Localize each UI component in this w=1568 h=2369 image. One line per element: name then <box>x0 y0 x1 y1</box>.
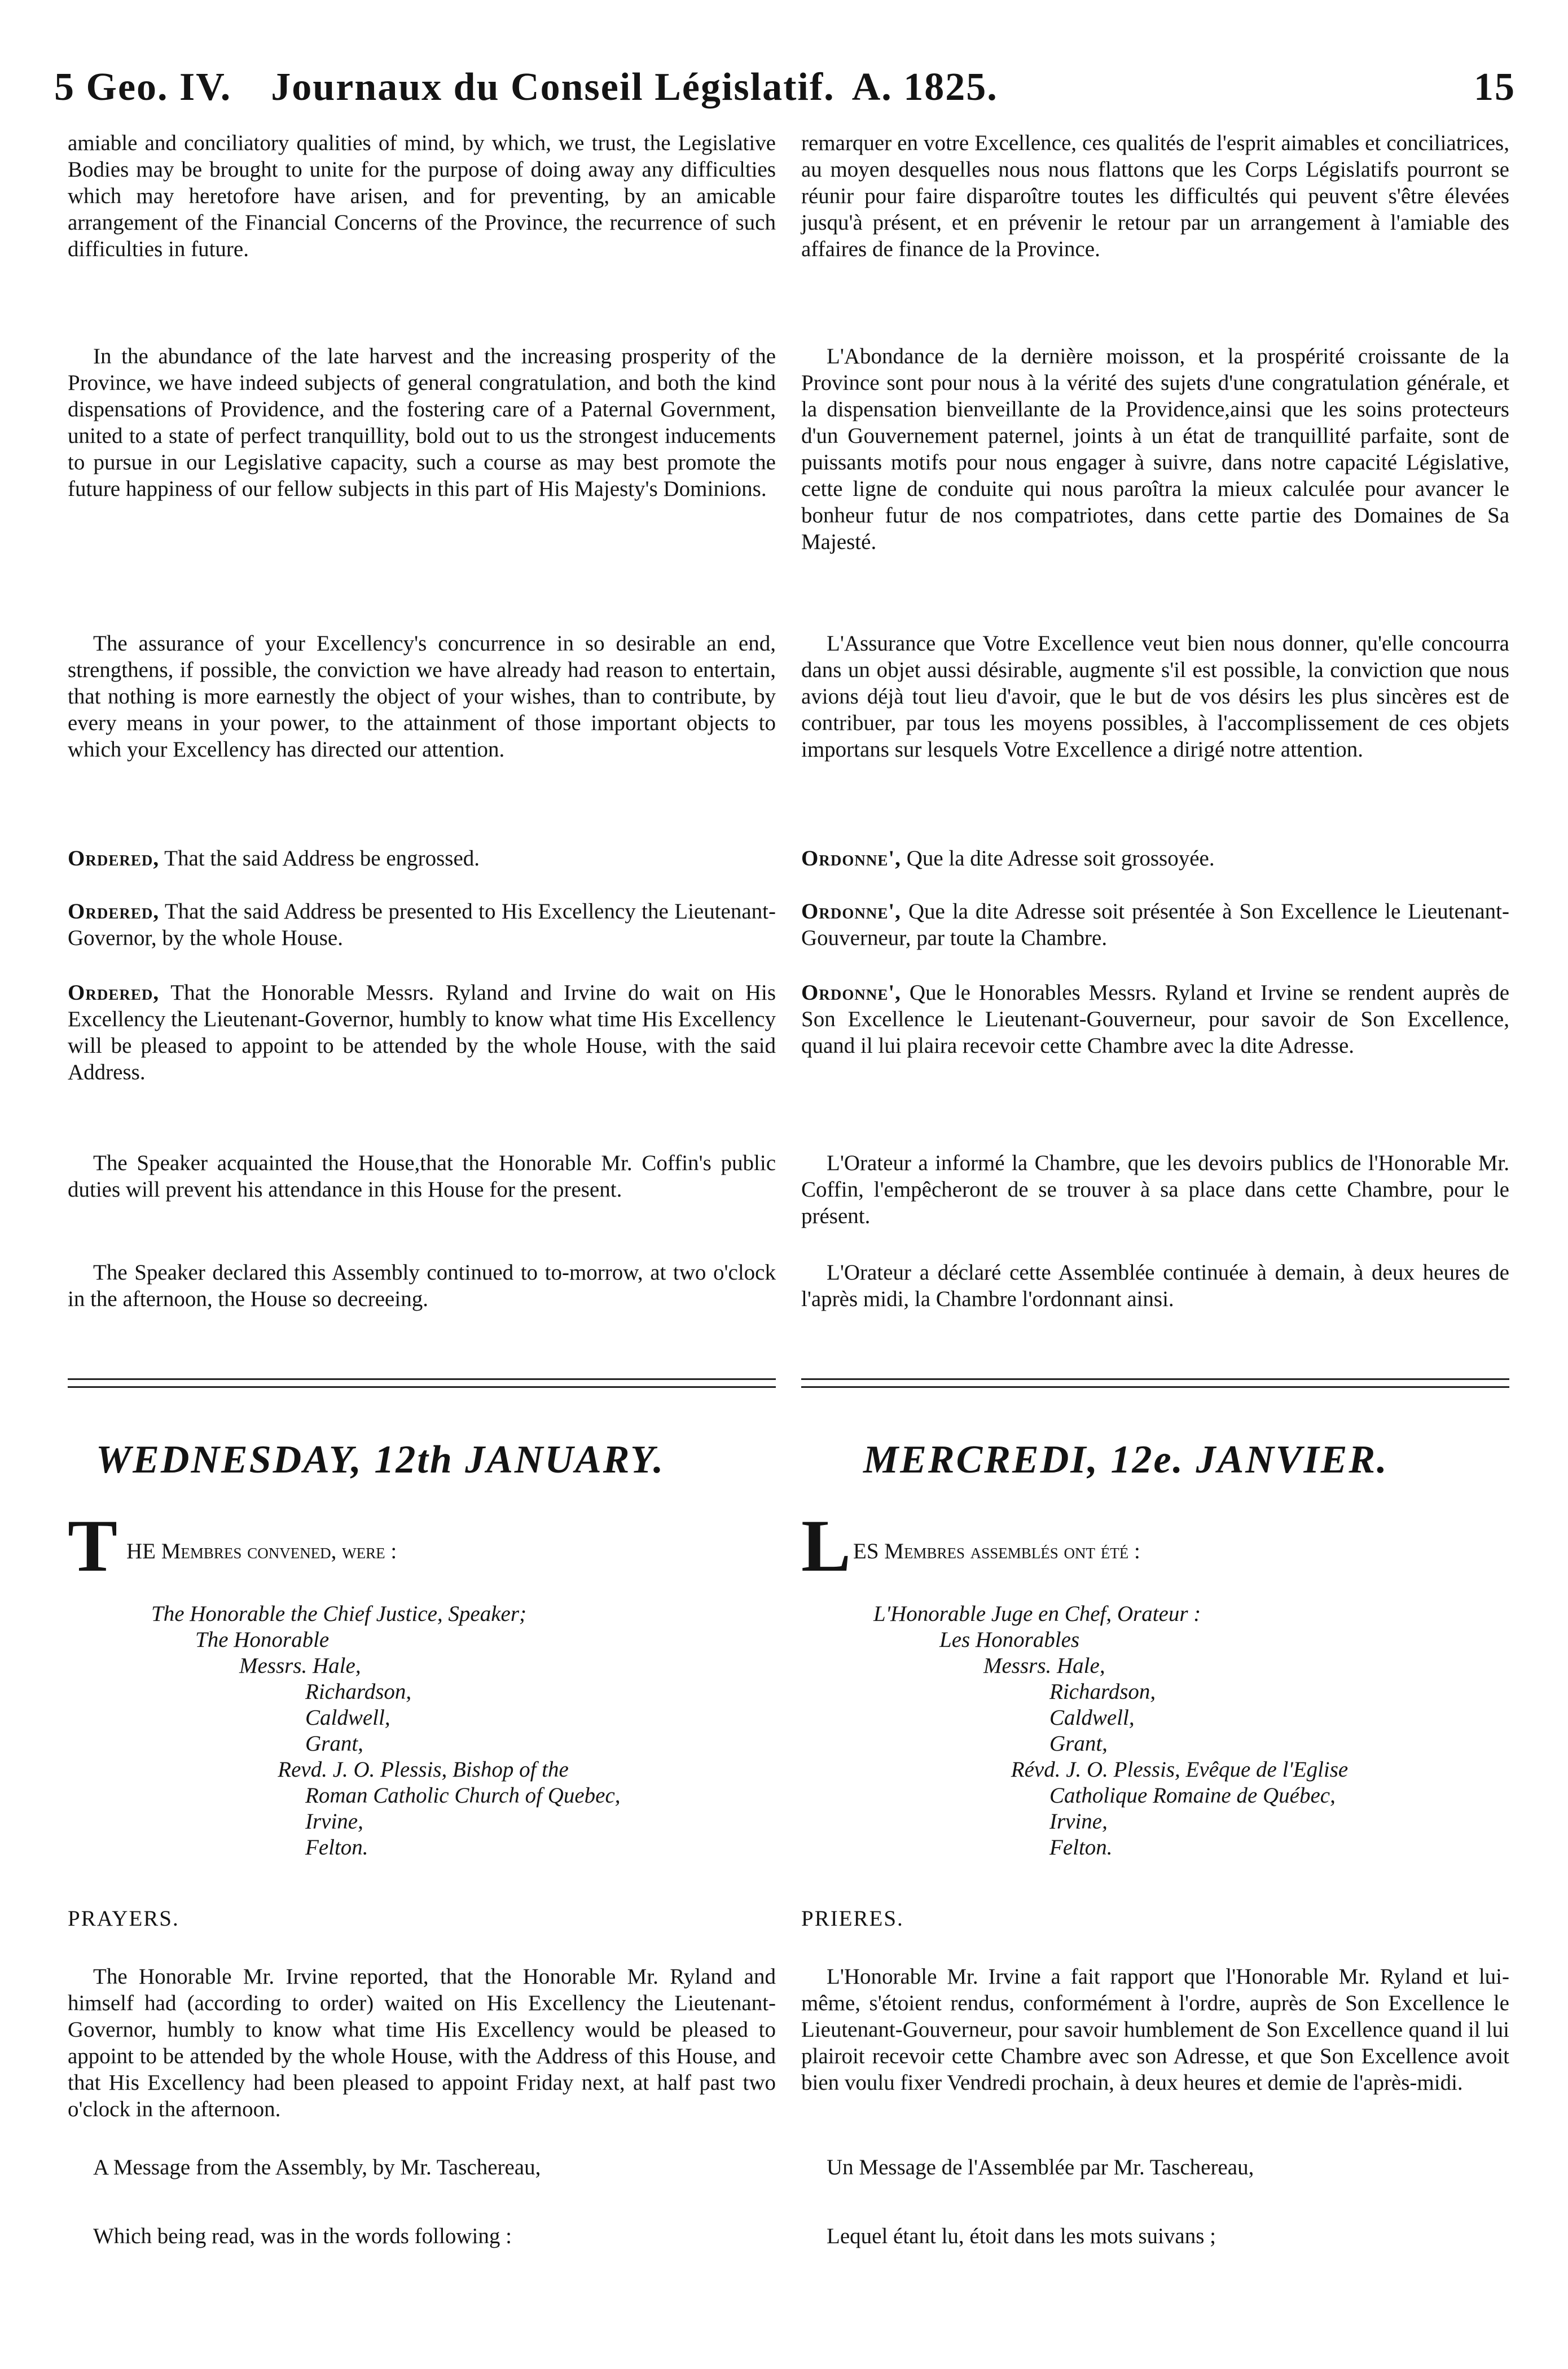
en-members-lead: HE Membres convened, were : <box>126 1539 397 1563</box>
en-drop-cap: T <box>68 1504 118 1587</box>
fr-paragraph-following: Lequel étant lu, étoit dans les mots suivans ; <box>827 2224 1216 2248</box>
header-page-number: 15 <box>1474 65 1516 109</box>
en-paragraph-following: Which being read, was in the words following : <box>93 2224 512 2248</box>
fr-paragraph-3: L'Assurance que Votre Excellence veut bien nous donner, qu'elle concourra dans un objet aussi désirable, augmente s'il est possible, la conviction que nous avions déjà tout lieu d'avoir, que le but de vos désirs les plus sincères est de contribuer, par tous les moyens possibles, à l'accomplissement de ces objets importans sur lesquels Votre Excellence a dirigé notre attention. <box>801 631 1509 762</box>
en-order-2 <box>68 898 776 951</box>
fr-ordered-label: Ordonne', <box>801 899 901 924</box>
en-day-title: WEDNESDAY, 12th JANUARY. <box>96 1438 665 1482</box>
en-members-list: The Honorable the Chief Justice, Speaker; The Honorable Messrs. Hale, Richardson, Caldwell, Grant, Revd. J. O. Plessis, Bishop of the Roman Catholic Church of Quebec, Irvine, Felton. <box>151 1602 621 1860</box>
fr-order-2-text: Que la dite Adresse soit présentée à Son Excellence le Lieutenant-Gouverneur, par toute la Chambre. <box>801 899 1509 950</box>
en-order-2-text: That the said Address be presented to His Excellency the Lieutenant-Governor, by the whole House. <box>68 899 776 950</box>
header-year: A. 1825. <box>851 65 998 109</box>
en-section-rule <box>68 1378 776 1388</box>
en-ordered-label: Ordered, <box>68 899 160 924</box>
en-paragraph-1: amiable and conciliatory qualities of mind, by which, we trust, the Legislative Bodies may be brought to unite for the purpose of doing away any difficulties which may heretofore have arisen, and for preventing, by an amicable arrangement of the Financial Concerns of the Province, the recurrence of such difficulties in future. <box>68 131 776 261</box>
fr-paragraph-speaker: L'Orateur a informé la Chambre, que les devoirs publics de l'Honorable Mr. Coffin, l'empêcheront de se trouver à sa place dans cette Chambre, pour le présent. <box>801 1151 1509 1228</box>
en-order-1 <box>68 845 776 872</box>
en-order-1-text: That the said Address be engrossed. <box>164 846 480 871</box>
fr-section-rule <box>801 1378 1509 1388</box>
fr-paragraph-message: Un Message de l'Assemblée par Mr. Taschereau, <box>827 2155 1254 2179</box>
header-regnal-year: 5 Geo. IV. <box>54 65 232 109</box>
en-ordered-label: Ordered, <box>68 846 160 871</box>
fr-drop-cap: L <box>801 1504 851 1587</box>
fr-order-2 <box>801 898 1509 951</box>
running-header <box>54 62 1516 113</box>
en-prayers-heading: PRAYERS. <box>68 1906 179 1931</box>
fr-paragraph-report: L'Honorable Mr. Irvine a fait rapport que l'Honorable Mr. Ryland et lui-même, s'étoient rendus, conformément à l'ordre, auprès de Son Excellence le Lieutenant-Gouverneur, pour savoir humblement de Son Excellence quand il lui plairoit recevoir cette Chambre avec son Adresse, et que Son Excellence avoit bien voulu fixer Vendredi prochain, à deux heures et demie de l'après-midi. <box>801 1964 1509 2095</box>
fr-order-3 <box>801 979 1509 1059</box>
en-paragraph-2: In the abundance of the late harvest and the increasing prosperity of the Province, we have indeed subjects of general congratulation, and both the kind dispensations of Providence, and the fostering care of a Paternal Government, united to a state of perfect tranquillity, bold out to us the strongest inducements to pursue in our Legislative capacity, such a course as may best promote the future happiness of our fellow subjects in this part of His Majesty's Dominions. <box>68 344 776 501</box>
fr-ordered-label: Ordonne', <box>801 846 901 871</box>
fr-order-1 <box>801 845 1509 872</box>
fr-order-1-text: Que la dite Adresse soit grossoyée. <box>906 846 1215 871</box>
fr-order-3-text: Que le Honorables Messrs. Ryland et Irvine se rendent auprès de Son Excellence le Lieutenant-Gouverneur, pour savoir de Son Excellence, quand il lui plaira recevoir cette Chambre avec la dite Adresse. <box>801 981 1509 1058</box>
fr-paragraph-1: remarquer en votre Excellence, ces qualités de l'esprit aimables et conciliatrices, au moyen desquelles nous nous flattons que les Corps Législatifs pourront se réunir pour faire disparoître toutes les difficultés qui peuvent s'être élevées jusqu'à présent, et en prévenir le retour par un arrangement à l'amiable des affaires de finance de la Province. <box>801 131 1509 261</box>
en-paragraph-message: A Message from the Assembly, by Mr. Taschereau, <box>93 2155 541 2179</box>
en-order-3 <box>68 979 776 1085</box>
en-ordered-label: Ordered, <box>68 981 160 1005</box>
en-order-3-text: That the Honorable Messrs. Ryland and Irvine do wait on His Excellency the Lieutenant-Governor, humbly to know what time His Excellency will be pleased to appoint to be attended by the whole House, with the said Address. <box>68 981 776 1084</box>
en-paragraph-speaker: The Speaker acquainted the House,that the Honorable Mr. Coffin's public duties will prevent his attendance in this House for the present. <box>68 1151 776 1202</box>
header-journal-title: Journaux du Conseil Législatif. <box>271 65 835 109</box>
fr-members-lead: ES Membres assemblés ont été : <box>853 1539 1140 1563</box>
en-paragraph-3: The assurance of your Excellency's concurrence in so desirable an end, strengthens, if possible, the conviction we have already had reason to entertain, that nothing is more earnestly the object of your wishes, than to contribute, by every means in your power, to the attainment of those important objects to which your Excellency has directed our attention. <box>68 631 776 762</box>
fr-prayers-heading: PRIERES. <box>801 1906 904 1931</box>
fr-members-list: L'Honorable Juge en Chef, Orateur : Les Honorables Messrs. Hale, Richardson, Caldwell, Grant, Révd. J. O. Plessis, Evêque de l'Eglise Catholique Romaine de Québec, Irvine, Felton. <box>873 1602 1349 1860</box>
fr-ordered-label: Ordonne', <box>801 981 901 1005</box>
fr-paragraph-2: L'Abondance de la dernière moisson, et la prospérité croissante de la Province sont pour nous à la vérité des sujets d'une congratulation générale, et la dispensation bienveillante de la Providence,ainsi que les soins protecteurs d'un Gouvernement paternel, joints à un état de tranquillité parfaite, sont de puissants motifs pour nous engager à suivre, dans notre capacité Législative, cette ligne de conduite qui nous paroîtra la mieux calculée pour avancer le bonheur futur de nos compatriotes, dans cette partie des Domaines de Sa Majesté. <box>801 344 1509 554</box>
fr-paragraph-adjourn: L'Orateur a déclaré cette Assemblée continuée à demain, à deux heures de l'après midi, la Chambre l'ordonnant ainsi. <box>801 1260 1509 1311</box>
fr-day-title: MERCREDI, 12e. JANVIER. <box>863 1438 1389 1482</box>
en-paragraph-report: The Honorable Mr. Irvine reported, that the Honorable Mr. Ryland and himself had (according to order) waited on His Excellency the Lieutenant-Governor, humbly to know what time His Excellency would be pleased to appoint to be attended by the whole House, with the Address of this House, and that His Excellency had been pleased to appoint Friday next, at half past two o'clock in the afternoon. <box>68 1964 776 2121</box>
en-paragraph-adjourn: The Speaker declared this Assembly continued to to-morrow, at two o'clock in the afternoon, the House so decreeing. <box>68 1260 776 1311</box>
